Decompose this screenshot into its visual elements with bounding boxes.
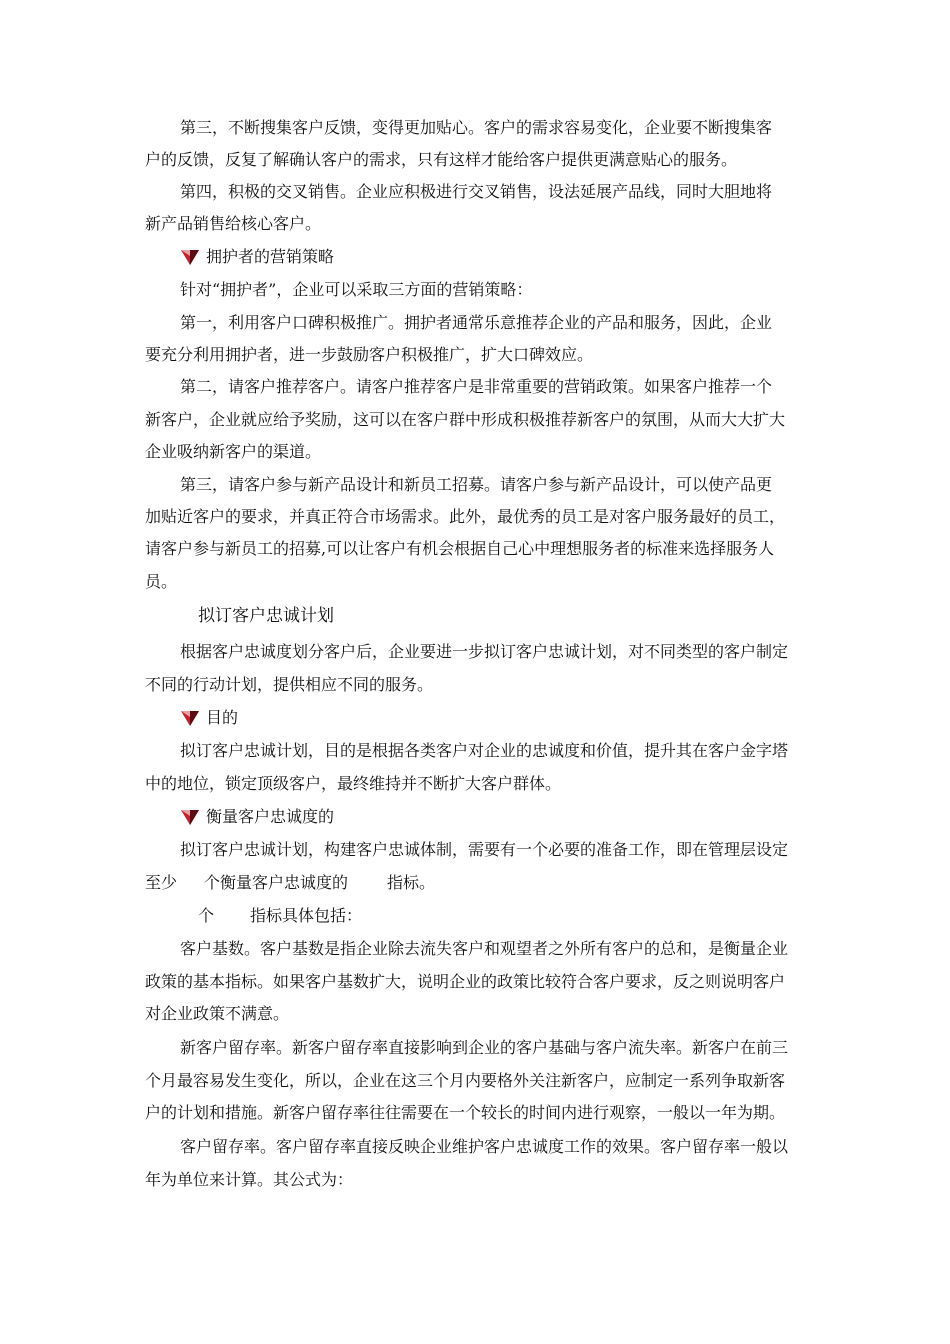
paragraph-line-part: 至少 — [145, 873, 178, 892]
paragraph-line: 客户基数。客户基数是指企业除去流失客户和观望者之外所有客户的总和，是衡量企业 — [180, 939, 789, 958]
paragraph-line: 年为单位来计算。其公式为： — [145, 1170, 354, 1189]
paragraph-line: 要充分利用拥护者，进一步鼓励客户积极推广，扩大口碑效应。 — [145, 345, 594, 364]
paragraph-line: 新客户留存率。新客户留存率直接影响到企业的客户基础与客户流失率。新客户在前三 — [180, 1038, 789, 1057]
bullet-heading: 拥护者的营销策略 — [206, 247, 335, 266]
paragraph-line: 第二，请客户推荐客户。请客户推荐客户是非常重要的营销政策。如果客户推荐一个 — [180, 377, 773, 396]
paragraph-line: 个月最容易发生变化，所以，企业在这三个月内要格外关注新客户，应制定一系列争取新客 — [145, 1071, 786, 1090]
paragraph-line: 对企业政策不满意。 — [145, 1004, 290, 1023]
paragraph-line: 拟订客户忠诚计划，目的是根据各类客户对企业的忠诚度和价值，提升其在客户金字塔 — [180, 741, 789, 760]
paragraph-line-part: 指标。 — [387, 873, 436, 892]
paragraph-line: 政策的基本指标。如果客户基数扩大，说明企业的政策比较符合客户要求，反之则说明客户 — [145, 972, 786, 991]
paragraph-line: 根据客户忠诚度划分客户后，企业要进一步拟订客户忠诚计划，对不同类型的客户制定 — [180, 642, 789, 661]
paragraph-line-part: 指标具体包括： — [250, 906, 363, 925]
paragraph-line: 户的反馈，反复了解确认客户的需求，只有这样才能给客户提供更满意贴心的服务。 — [145, 150, 738, 169]
paragraph-line: 第四，积极的交叉销售。企业应积极进行交叉销售，设法延展产品线，同时大胆地将 — [180, 182, 773, 201]
bullet-heading: 衡量客户忠诚度的 — [206, 807, 335, 826]
paragraph-line: 客户留存率。客户留存率直接反映企业维护客户忠诚度工作的效果。客户留存率一般以 — [180, 1137, 789, 1156]
paragraph-line: 企业吸纳新客户的渠道。 — [145, 442, 322, 461]
paragraph-line: 不同的行动计划，提供相应不同的服务。 — [145, 675, 434, 694]
paragraph-line-part: 个衡量客户忠诚度的 — [204, 873, 349, 892]
paragraph-line: 针对“拥护者”，企业可以采取三方面的营销策略： — [180, 280, 533, 299]
paragraph-line: 第一，利用客户口碑积极推广。拥护者通常乐意推荐企业的产品和服务，因此，企业 — [180, 313, 773, 332]
paragraph-line: 拟订客户忠诚计划，构建客户忠诚体制，需要有一个必要的准备工作，即在管理层设定 — [180, 840, 789, 859]
red-arrow-bullet-icon — [180, 246, 200, 266]
paragraph-line: 员。 — [145, 572, 178, 591]
bullet-heading: 目的 — [206, 708, 239, 727]
paragraph-line: 新产品销售给核心客户。 — [145, 214, 322, 233]
section-heading: 拟订客户忠诚计划 — [198, 606, 334, 626]
paragraph-line: 请客户参与新员工的招募,可以让客户有机会根据自己心中理想服务者的标准来选择服务人 — [145, 539, 775, 558]
paragraph-line-part: 个 — [198, 906, 215, 925]
red-arrow-bullet-icon — [180, 707, 200, 727]
paragraph-line: 第三，不断搜集客户反馈，变得更加贴心。客户的需求容易变化，企业要不断搜集客 — [180, 118, 773, 137]
paragraph-line: 第三，请客户参与新产品设计和新员工招募。请客户参与新产品设计，可以使产品更 — [180, 475, 773, 494]
paragraph-line: 新客户，企业就应给予奖励，这可以在客户群中形成积极推荐新客户的氛围，从而大大扩大 — [145, 410, 786, 429]
red-arrow-bullet-icon — [180, 806, 200, 826]
paragraph-line: 户的计划和措施。新客户留存率往往需要在一个较长的时间内进行观察，一般以一年为期。 — [145, 1103, 786, 1122]
paragraph-line: 中的地位，锁定顶级客户，最终维持并不断扩大客户群体。 — [145, 774, 562, 793]
paragraph-line: 加贴近客户的要求，并真正符合市场需求。此外，最优秀的员工是对客户服务最好的员工， — [145, 507, 786, 526]
